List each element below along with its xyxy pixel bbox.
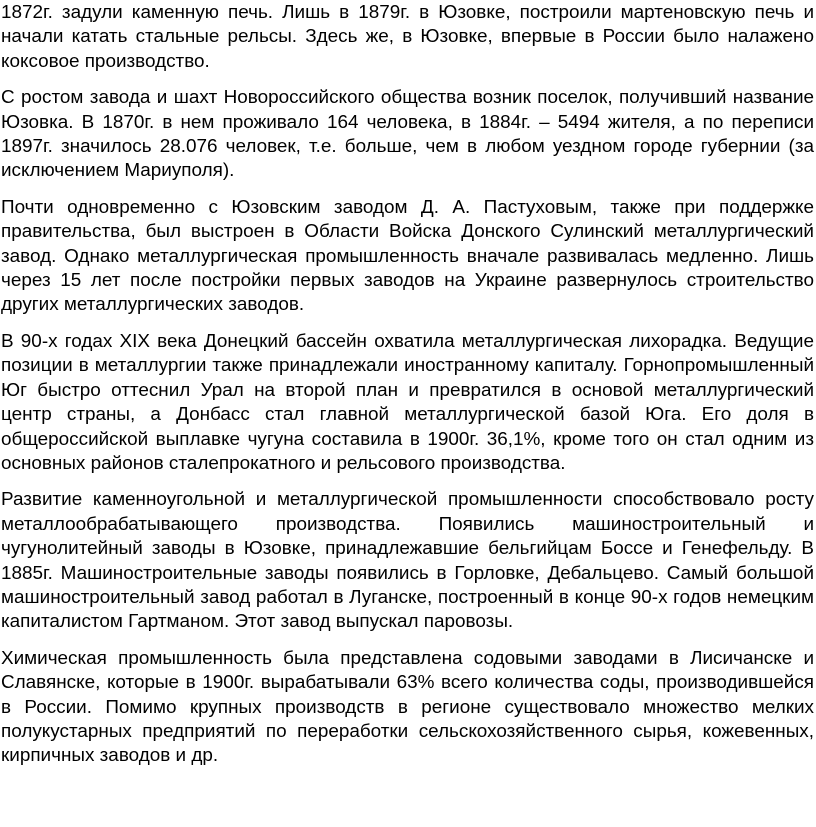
document-page	[0, 1, 816, 827]
paragraph-5: Развитие каменноугольной и металлургической промышленности способствовало росту металлообрабатывающего производства. Появились машиностроительный и чугунолитейный заводы в Юзовке, принадлежавшие бельгийцам Боссе и Генефельду. В 1885г. Машиностроительные заводы появились в Горловке, Дебальцево. Самый большой машиностроительный завод работал в Луганске, построенный в конце 90-х годов немецким капиталистом Гартманом. Этот завод выпускал паровозы.	[1, 489, 814, 633]
paragraph-3: Почти одновременно с Юзовским заводом Д. А. Пастуховым, также при поддержке правительства, был выстроен в Области Войска Донского Сулинский металлургический завод. Однако металлургическая промышленность вначале развивалась медленно. Лишь через 15 лет после постройки первых заводов на Украине развернулось строительство других металлургических заводов.	[1, 196, 814, 316]
paragraph-6: Химическая промышленность была представлена содовыми заводами в Лисичанске и Славянске, которые в 1900г. вырабатывали 63% всего количества соды, производившейся в России. Помимо крупных производств в регионе существовало множество мелких полукустарных предприятий по переработки сельскохозяйственного сырья, кожевенных, кирпичных заводов и др.	[1, 647, 814, 767]
paragraph-4: В 90-х годах XIX века Донецкий бассейн охватила металлургическая лихорадка. Ведущие позиции в металлургии также принадлежали иностранному капиталу. Горнопромышленный Юг быстро оттеснил Урал на второй план и превратился в основой металлургический центр страны, а Донбасс стал главной металлургической базой Юга. Его доля в общероссийской выплавке чугуна составила в 1900г. 36,1%, кроме того он стал одним из основных районов сталепрокатного и рельсового производства.	[1, 330, 814, 474]
paragraph-1: 1872г. задули каменную печь. Лишь в 1879г. в Юзовке, построили мартеновскую печь и начали катать стальные рельсы. Здесь же, в Юзовке, впервые в России было налажено коксовое производство.	[1, 2, 814, 72]
paragraph-2: С ростом завода и шахт Новороссийского общества возник поселок, получивший название Юзовка. В 1870г. в нем проживало 164 человека, в 1884г. – 5494 жителя, а по переписи 1897г. значилось 28.076 человек, т.е. больше, чем в любом уездном городе губернии (за исключением Мариуполя).	[1, 87, 814, 182]
